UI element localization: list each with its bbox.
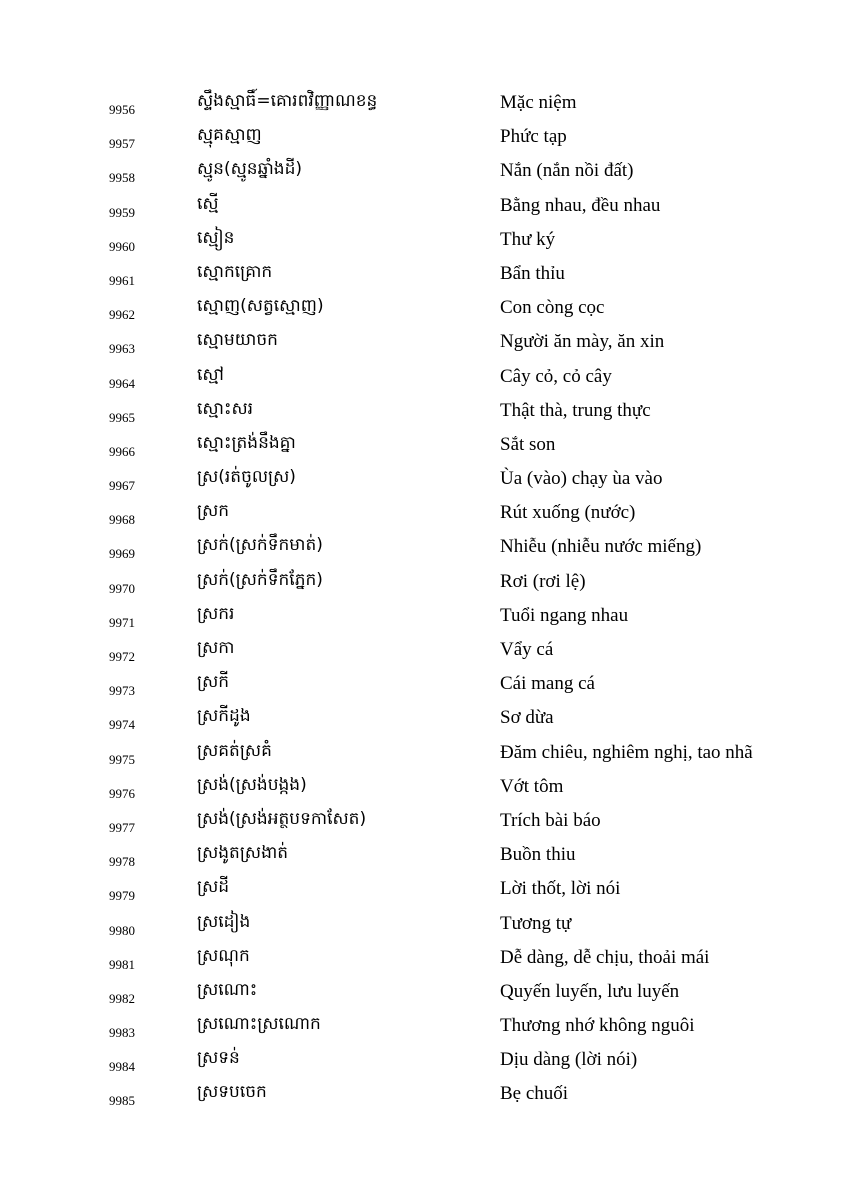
entry-khmer-term: ស្រកា: [197, 638, 235, 658]
entry-row: [0, 530, 848, 564]
entry-number: 9971: [109, 614, 135, 630]
entry-vietnamese-meaning: Thư ký: [500, 228, 556, 250]
entry-khmer-term: ស្រក: [197, 501, 230, 522]
entry-vietnamese-meaning: Đăm chiêu, nghiêm nghị, tao nhã: [500, 741, 753, 763]
entry-khmer-term: ស្រគត់ស្រគំ: [197, 740, 272, 761]
entry-khmer-term: ស្មោះត្រង់នឹងគ្នា: [197, 432, 296, 453]
entry-khmer-term: ស្មៀន: [197, 227, 235, 248]
entry-khmer-term: ស្មោមយាចក: [197, 330, 278, 351]
entry-vietnamese-meaning: Buồn thiu: [500, 844, 576, 866]
entry-row: [0, 291, 848, 325]
entry-number: 9975: [109, 751, 135, 767]
entry-row: [0, 428, 848, 462]
entry-number: 9958: [109, 170, 135, 186]
entry-number: 9969: [109, 546, 135, 562]
entry-number: 9978: [109, 854, 135, 870]
entry-number: 9974: [109, 717, 135, 733]
entry-row: [0, 599, 848, 633]
entry-number: 9960: [109, 238, 135, 254]
entry-row: [0, 86, 848, 120]
entry-khmer-term: ស្រ(រត់ចូលស្រ): [197, 467, 296, 488]
entry-row: [0, 496, 848, 530]
entry-vietnamese-meaning: Rơi (rơi lệ): [500, 570, 586, 592]
entry-number: 9962: [109, 307, 135, 323]
entry-vietnamese-meaning: Sắt son: [500, 433, 556, 455]
entry-row: [0, 838, 848, 872]
entry-list: [0, 86, 848, 1112]
entry-row: [0, 565, 848, 599]
entry-row: [0, 1009, 848, 1043]
entry-vietnamese-meaning: Quyến luyến, lưu luyến: [500, 980, 680, 1002]
entry-khmer-term: ស្រកីដូង: [197, 706, 251, 727]
entry-khmer-term: ស្រក់(ស្រក់ទឹកភ្នែក): [197, 569, 323, 590]
entry-khmer-term: ស្រណោះ: [197, 979, 258, 1000]
entry-row: [0, 257, 848, 291]
entry-vietnamese-meaning: Bẩn thỉu: [500, 262, 565, 284]
entry-number: 9985: [109, 1093, 135, 1109]
entry-vietnamese-meaning: Nắn (nắn nồi đất): [500, 160, 634, 182]
entry-vietnamese-meaning: Vẩy cá: [500, 639, 554, 660]
entry-khmer-term: ស្មូន(ស្មូនឆ្នាំងដី): [197, 159, 302, 180]
entry-vietnamese-meaning: Lời thốt, lời nói: [500, 878, 621, 900]
entry-khmer-term: ស្រដី: [197, 877, 230, 898]
entry-number: 9973: [109, 683, 135, 699]
entry-vietnamese-meaning: Con còng cọc: [500, 297, 605, 319]
entry-vietnamese-meaning: Cây cỏ, cỏ cây: [500, 365, 612, 387]
entry-vietnamese-meaning: Sơ dừa: [500, 707, 554, 729]
entry-vietnamese-meaning: Bằng nhau, đều nhau: [500, 194, 661, 216]
entry-number: 9963: [109, 341, 135, 357]
entry-number: 9965: [109, 409, 135, 425]
entry-vietnamese-meaning: Vớt tôm: [500, 775, 564, 797]
entry-khmer-term: ស្ទឹងស្មាធិ៍=គោរពវិញ្ញាណខន្ធ: [197, 91, 378, 111]
entry-vietnamese-meaning: Dịu dàng (lời nói): [500, 1049, 638, 1071]
entry-vietnamese-meaning: Người ăn mày, ăn xin: [500, 331, 665, 353]
entry-row: [0, 120, 848, 154]
entry-row: [0, 360, 848, 394]
entry-row: [0, 325, 848, 359]
entry-row: [0, 975, 848, 1009]
entry-number: 9981: [109, 956, 135, 972]
entry-khmer-term: ស្មៅ: [197, 364, 224, 385]
entry-vietnamese-meaning: Rút xuống (nước): [500, 502, 636, 524]
entry-number: 9968: [109, 512, 135, 528]
entry-row: [0, 462, 848, 496]
entry-khmer-term: ស្រក់(ស្រក់ទឹកមាត់): [197, 535, 323, 556]
entry-khmer-term: ស្រទបចេក: [197, 1082, 267, 1103]
entry-khmer-term: ស្មុគស្មាញ: [197, 125, 262, 146]
entry-row: [0, 1043, 848, 1077]
entry-number: 9957: [109, 136, 135, 152]
entry-khmer-term: ស្រង់(ស្រង់អត្ថបទកាសែត): [197, 808, 367, 829]
entry-vietnamese-meaning: Ùa (vào) chạy ùa vào: [500, 468, 663, 490]
entry-khmer-term: ស្មោកគ្រោក: [197, 261, 273, 282]
entry-khmer-term: ស្រដៀង: [197, 911, 251, 932]
entry-khmer-term: ស្រកី: [197, 672, 230, 693]
entry-vietnamese-meaning: Cái mang cá: [500, 673, 595, 695]
entry-vietnamese-meaning: Mặc niệm: [500, 92, 577, 113]
entry-row: [0, 223, 848, 257]
entry-row: [0, 804, 848, 838]
entry-number: 9983: [109, 1025, 135, 1041]
entry-number: 9979: [109, 888, 135, 904]
entry-row: [0, 872, 848, 906]
entry-number: 9982: [109, 990, 135, 1006]
entry-khmer-term: ស្រង់(ស្រង់បង្កង): [197, 774, 307, 795]
entry-vietnamese-meaning: Tuổi ngang nhau: [500, 604, 629, 626]
entry-vietnamese-meaning: Thương nhớ không nguôi: [500, 1015, 695, 1037]
entry-vietnamese-meaning: Bẹ chuối: [500, 1083, 569, 1105]
entry-row: [0, 770, 848, 804]
entry-vietnamese-meaning: Thật thà, trung thực: [500, 399, 651, 421]
entry-khmer-term: ស្រទន់: [197, 1048, 240, 1069]
entry-row: [0, 701, 848, 735]
entry-row: [0, 633, 848, 667]
entry-row: [0, 154, 848, 188]
entry-khmer-term: ស្មោញ(សត្វស្មោញ): [197, 296, 324, 317]
entry-vietnamese-meaning: Trích bài báo: [500, 809, 601, 831]
entry-khmer-term: ស្រណោះស្រណោក: [197, 1014, 321, 1035]
entry-khmer-term: ស្រណុក: [197, 945, 250, 966]
entry-number: 9970: [109, 580, 135, 596]
entry-number: 9964: [109, 375, 135, 391]
entry-khmer-term: ស្មោះសរ: [197, 398, 254, 419]
entry-vietnamese-meaning: Dễ dàng, dễ chịu, thoải mái: [500, 946, 710, 968]
entry-khmer-term: ស្មើ: [197, 193, 219, 214]
entry-vietnamese-meaning: Tương tự: [500, 912, 572, 934]
entry-number: 9976: [109, 785, 135, 801]
entry-number: 9966: [109, 443, 135, 459]
entry-number: 9980: [109, 922, 135, 938]
entry-row: [0, 394, 848, 428]
entry-khmer-term: ស្រករ: [197, 603, 235, 624]
entry-number: 9984: [109, 1059, 135, 1075]
entry-row: [0, 941, 848, 975]
entry-number: 9972: [109, 649, 135, 664]
entry-vietnamese-meaning: Phức tạp: [500, 126, 567, 148]
entry-row: [0, 189, 848, 223]
entry-khmer-term: ស្រងូតស្រងាត់: [197, 843, 289, 864]
entry-number: 9967: [109, 478, 135, 494]
entry-number: 9977: [109, 819, 135, 835]
entry-number: 9956: [109, 102, 135, 117]
entry-number: 9961: [109, 272, 135, 288]
entry-number: 9959: [109, 204, 135, 220]
entry-row: [0, 907, 848, 941]
entry-vietnamese-meaning: Nhiễu (nhiễu nước miếng): [500, 536, 702, 558]
entry-row: [0, 736, 848, 770]
entry-row: [0, 1077, 848, 1111]
entry-row: [0, 667, 848, 701]
